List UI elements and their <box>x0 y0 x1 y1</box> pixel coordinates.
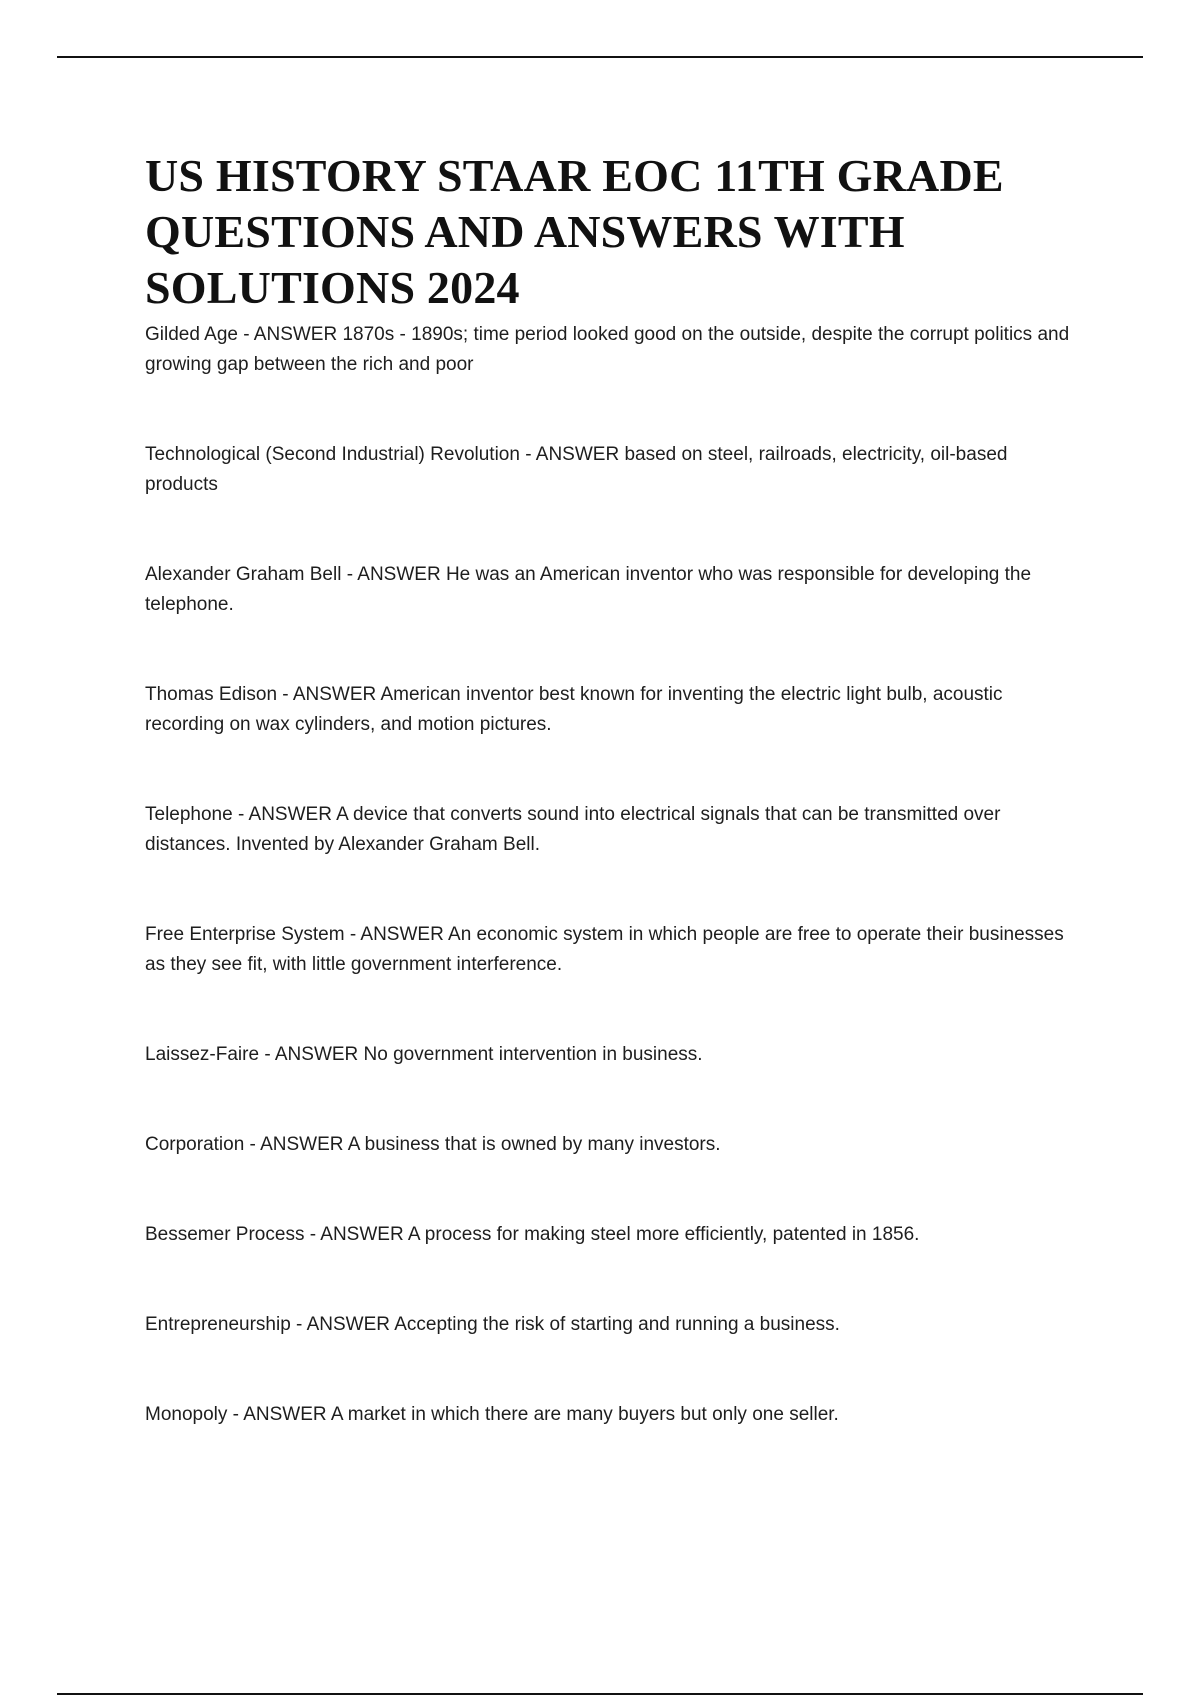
qa-entry-monopoly: Monopoly - ANSWER A market in which there are many buyers but only one seller. <box>145 1404 839 1425</box>
qa-entry-telephone: Telephone - ANSWER A device that converts sound into electrical signals that can be transmitted over distances. Invented by Alexander Graham Bell. <box>145 804 1001 855</box>
qa-entry-thomas-edison: Thomas Edison - ANSWER American inventor best known for inventing the electric light bulb, acoustic recording on wax cylinders, and motion pictures. <box>145 684 1003 735</box>
page-title: US HISTORY STAAR EOC 11TH GRADE QUESTIONS AND ANSWERS WITH SOLUTIONS 2024 <box>145 150 1004 313</box>
qa-list <box>145 320 1085 1430</box>
top-divider <box>57 56 1143 58</box>
qa-entry-technological-revolution: Technological (Second Industrial) Revolution - ANSWER based on steel, railroads, electricity, oil-based products <box>145 444 1008 495</box>
qa-entry-free-enterprise-system: Free Enterprise System - ANSWER An economic system in which people are free to operate their businesses as they see fit, with little government interference. <box>145 924 1064 975</box>
document-body <box>145 148 1085 1490</box>
qa-entry-gilded-age: Gilded Age - ANSWER 1870s - 1890s; time period looked good on the outside, despite the corrupt politics and growing gap between the rich and poor <box>145 324 1070 375</box>
qa-entry-entrepreneurship: Entrepreneurship - ANSWER Accepting the risk of starting and running a business. <box>145 1314 840 1335</box>
qa-entry-alexander-graham-bell: Alexander Graham Bell - ANSWER He was an American inventor who was responsible for developing the telephone. <box>145 564 1032 615</box>
qa-entry-bessemer-process: Bessemer Process - ANSWER A process for making steel more efficiently, patented in 1856. <box>145 1224 920 1245</box>
qa-entry-corporation: Corporation - ANSWER A business that is owned by many investors. <box>145 1134 721 1155</box>
qa-entry-laissez-faire: Laissez-Faire - ANSWER No government intervention in business. <box>145 1044 703 1065</box>
bottom-divider <box>57 1693 1143 1695</box>
